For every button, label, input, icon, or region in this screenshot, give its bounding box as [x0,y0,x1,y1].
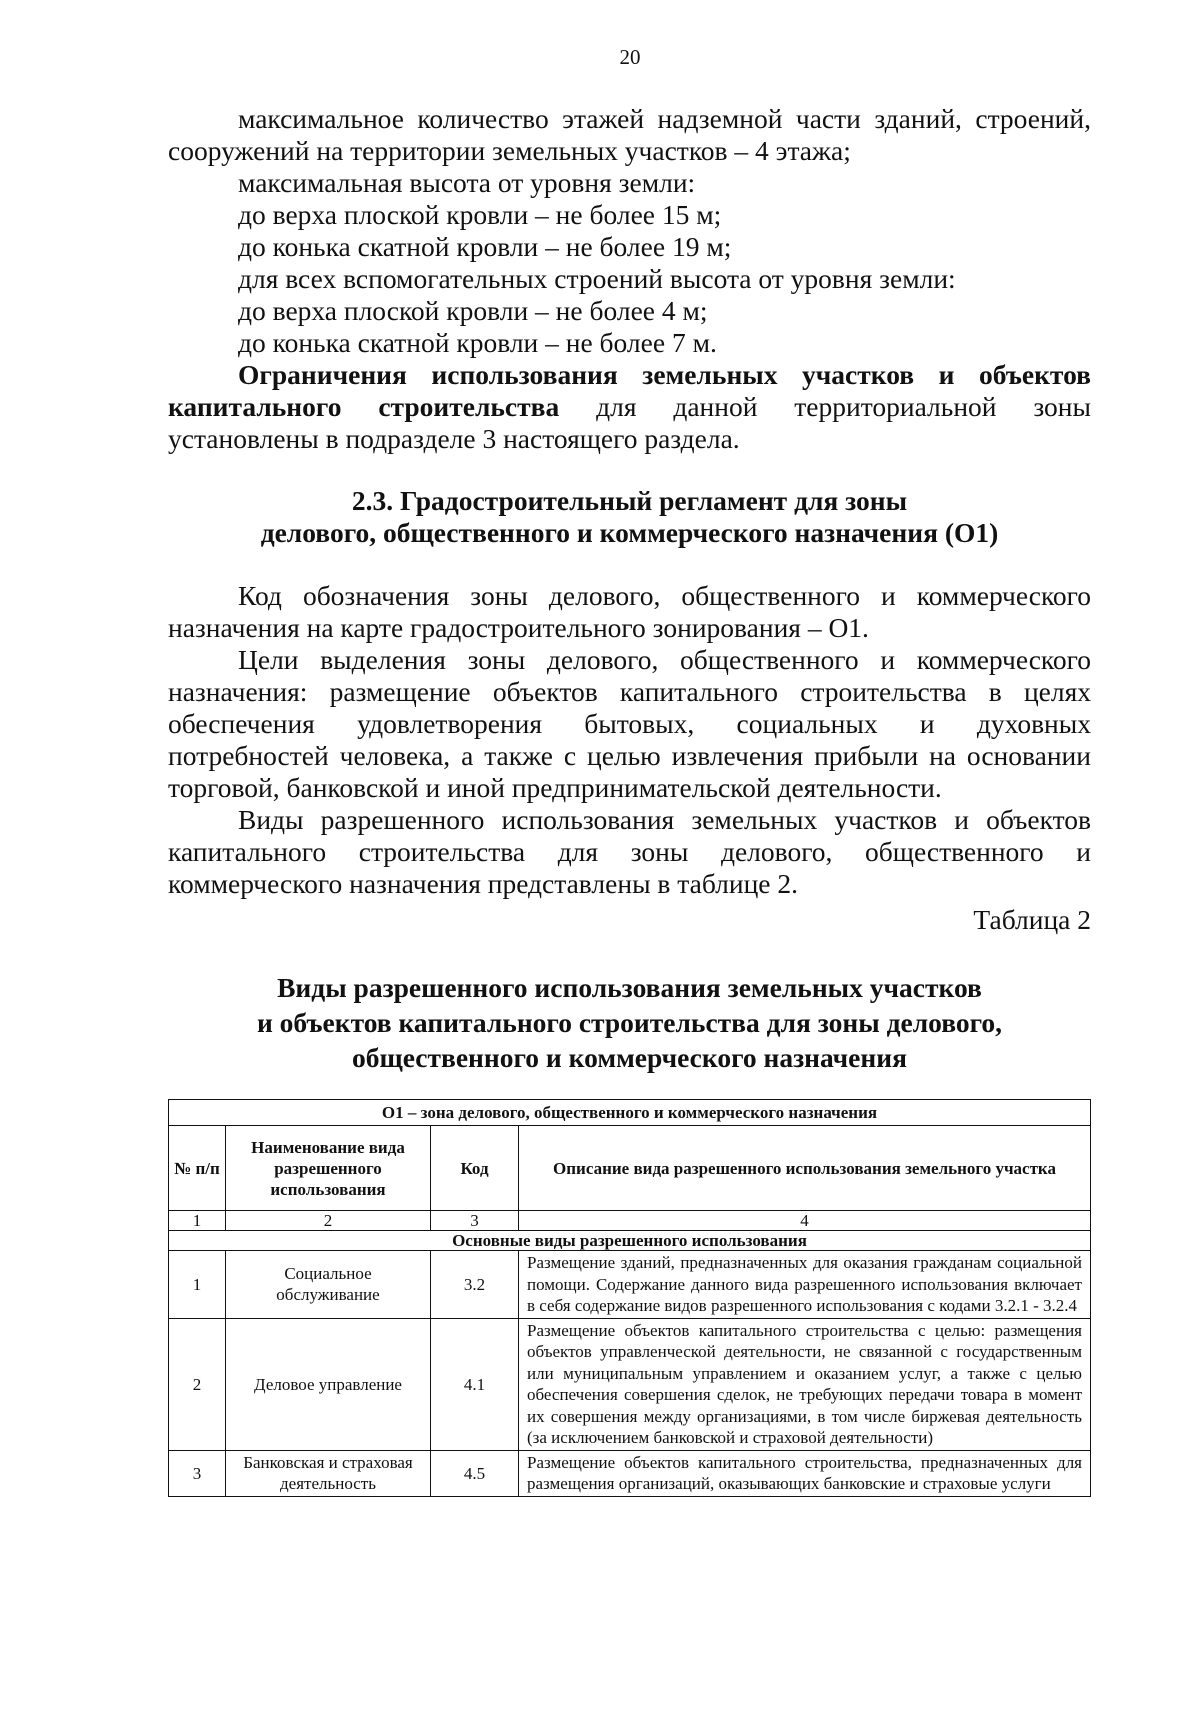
table-header-row [169,1126,1091,1211]
header-num: № п/п [169,1126,226,1211]
table-row [169,1251,1091,1319]
row-num: 1 [169,1251,226,1319]
table-row [169,1450,1091,1496]
row-name: Социальное обслуживание [226,1251,431,1319]
restrictions-line-1: Ограничения использования земельных участков и объектов [238,359,1091,390]
document-body [168,103,1091,1075]
para1-line-3: максимальная высота от уровня земли: [238,167,696,198]
para1-line-8: до конька скатной кровли – не более 7 м. [238,327,717,358]
types-para-line-1: Виды разрешенного использования земельных участков и объектов [238,804,1091,835]
table-column-numbers-row [169,1211,1091,1231]
table-title-line-1: Виды разрешенного использования земельных участков [277,972,982,1003]
row-desc: Размещение зданий, предназначенных для оказания гражданам социальной помощи. Содержание данного вида разрешенного использования включает в себя содержание видов разрешенного использования с кодами 3.2.1 - 3.2.4 [519,1251,1091,1319]
restrictions-line-2: капитального строительства для данной территориальной зоны [168,391,1091,422]
table-zone-title: О1 – зона делового, общественного и коммерческого назначения [169,1100,1091,1126]
row-code: 4.1 [431,1318,519,1450]
goals-para-line-5: торговой, банковской и иной предпринимательской деятельности. [168,772,942,803]
para1-line-6: для всех вспомогательных строений высота от уровня земли: [238,263,956,294]
para1-line-1: максимальное количество этажей надземной части зданий, строений, [238,103,1091,134]
row-code: 3.2 [431,1251,519,1319]
col-number: 3 [431,1211,519,1231]
para1-line-4: до верха плоской кровли – не более 15 м; [238,199,722,230]
section-heading-line-2: делового, общественного и коммерческого назначения (О1) [260,517,999,548]
types-para-line-2: капитального строительства для зоны делового, общественного и [168,836,1091,867]
header-desc: Описание вида разрешенного использования земельного участка [519,1126,1091,1211]
table-label: Таблица 2 [973,904,1091,935]
header-code: Код [431,1126,519,1211]
header-name: Наименование вида разрешенного использования [226,1126,431,1211]
row-code: 4.5 [431,1450,519,1496]
section-heading-line-1: 2.3. Градостроительный регламент для зоны [351,485,908,516]
table-title-line-2: и объектов капитального строительства для зоны делового, [256,1007,1003,1038]
permitted-use-table [168,1099,1091,1497]
restrictions-line-3: установлены в подразделе 3 настоящего раздела. [168,423,740,454]
col-number: 4 [519,1211,1091,1231]
table-title-line-3: общественного и коммерческого назначения [352,1042,907,1073]
col-number: 2 [226,1211,431,1231]
goals-para-line-1: Цели выделения зоны делового, общественного и коммерческого [238,644,1091,675]
row-desc: Размещение объектов капитального строительства, предназначенных для размещения организаций, оказывающих банковские и страховые услуги [519,1450,1091,1496]
table-section-row [169,1231,1091,1251]
table-row [169,1318,1091,1450]
para1-line-5: до конька скатной кровли – не более 19 м; [238,231,732,262]
row-name: Банковская и страховая деятельность [226,1450,431,1496]
goals-para-line-4: потребностей человека, а также с целью извлечения прибыли на основании [168,740,1091,771]
table-zone-row [169,1100,1091,1126]
para1-line-2: сооружений на территории земельных участков – 4 этажа; [168,135,851,166]
table-section-title: Основные виды разрешенного использования [169,1231,1091,1251]
code-para-line-2: назначения на карте градостроительного зонирования – О1. [168,612,869,643]
para1-line-7: до верха плоской кровли – не более 4 м; [238,295,708,326]
row-num: 3 [169,1450,226,1496]
col-number: 1 [169,1211,226,1231]
goals-para-line-3: обеспечения удовлетворения бытовых, социальных и духовных [168,708,1091,739]
goals-para-line-2: назначения: размещение объектов капитального строительства в целях [168,676,1091,707]
types-para-line-3: коммерческого назначения представлены в таблице 2. [168,868,799,899]
code-para-line-1: Код обозначения зоны делового, общественного и коммерческого [238,580,1091,611]
row-num: 2 [169,1318,226,1450]
page-number: 20 [619,45,641,69]
row-desc: Размещение объектов капитального строительства с целью: размещения объектов управленческой деятельности, не связанной с государственным или муниципальным управлением и оказанием услуг, а также с целью обеспечения совершения сделок, не требующих передачи товара в момент их совершения между организациями, в том числе биржевая деятельность (за исключением банковской и страховой деятельности) [519,1318,1091,1450]
row-name: Деловое управление [226,1318,431,1450]
